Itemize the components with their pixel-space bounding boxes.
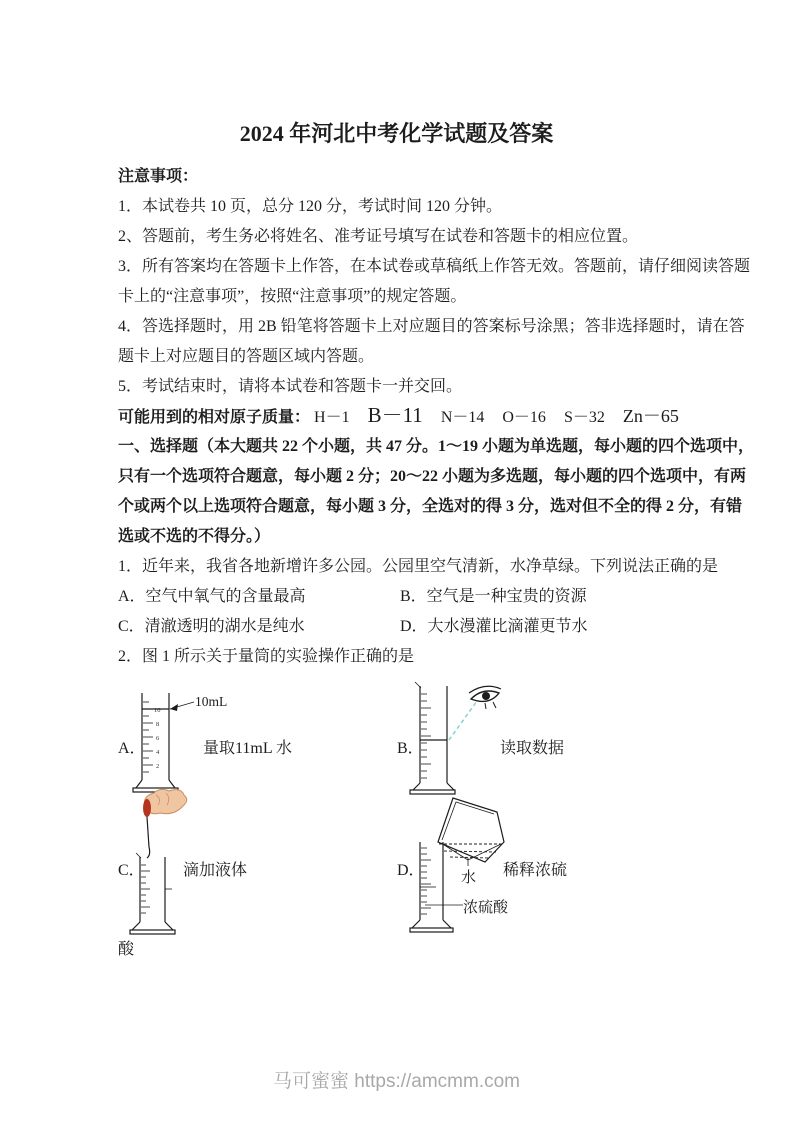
page-title: 2024 年河北中考化学试题及答案 xyxy=(239,121,554,146)
notice-line-3b: 卡上的“注意事项”，按照“注意事项”的规定答题。 xyxy=(118,288,467,305)
q2-caption-d-overflow: 酸 xyxy=(118,941,135,958)
water-label: 水 xyxy=(461,870,477,886)
footer-watermark: 马可蜜蜜 https://amcmm.com xyxy=(272,1071,521,1092)
q1-option-c: C．清澈透明的湖水是纯水 xyxy=(118,618,305,635)
sight-line xyxy=(449,701,477,740)
atomic-masses-line xyxy=(118,405,697,428)
q2-caption-a: 量取11mL 水 xyxy=(203,740,293,757)
q1-option-b: B．空气是一种宝贵的资源 xyxy=(400,588,587,605)
q2-caption-b: 读取数据 xyxy=(500,740,565,757)
q2-caption-d: 稀释浓硫 xyxy=(503,862,568,879)
scale-4: 4 xyxy=(156,749,160,756)
notice-line-2: 2、答题前，考生务必将姓名、准考证号填写在试卷和答题卡的相应位置。 xyxy=(118,228,639,245)
notice-line-5: 5．考试结束时，请将本试卷和答题卡一并交回。 xyxy=(118,378,463,395)
q1-stem: 1．近年来，我省各地新增许多公园。公园里空气清新，水净草绿。下列说法正确的是 xyxy=(118,558,719,575)
notice-line-1: 1．本试卷共 10 页，总分 120 分，考试时间 120 分钟。 xyxy=(118,198,503,215)
section-header-line-3: 个或两个以上选项符合题意，每小题 3 分，全选对的得 3 分，选对但不全的得 2 分，有错 xyxy=(118,498,743,515)
section-header-line-2: 只有一个选项符合题意，每小题 2 分；20～22 小题为多选题，每小题的四个选项中，有两 xyxy=(118,468,747,485)
dropper-tip xyxy=(147,847,150,858)
section-header-line-1: 一、选择题（本大题共 22 个小题，共 47 分。1～19 小题为单选题，每小题的四个选项中， xyxy=(118,438,755,455)
atomic-mass-n: N－14 xyxy=(440,409,485,426)
notice-line-3a: 3．所有答案均在答题卡上作答，在本试卷或草稿纸上作答无效。答题前，请仔细阅读答题 xyxy=(118,258,751,275)
q2-option-label-c: C． xyxy=(118,862,145,879)
q2-option-label-d: D． xyxy=(397,862,425,879)
atomic-mass-b: B－11 xyxy=(367,403,423,427)
atomic-mass-h: H－1 xyxy=(314,409,350,426)
cylinder-a-scale-numbers xyxy=(154,707,161,770)
q1-option-d: D．大水漫灌比滴灌更节水 xyxy=(400,618,588,635)
acid-label: 浓硫酸 xyxy=(463,900,509,916)
hand-dropper-icon xyxy=(143,789,187,858)
pointer-arrowhead xyxy=(170,704,178,711)
q2-option-label-b: B． xyxy=(397,740,424,757)
section-header-line-4: 选或不选的不得分。） xyxy=(118,528,271,545)
dropper-bulb xyxy=(143,799,151,817)
notice-line-4b: 题卡上对应题目的答题区域内答题。 xyxy=(118,348,375,365)
notice-heading: 注意事项： xyxy=(118,168,199,185)
atomic-masses-label: 可能用到的相对原子质量： xyxy=(118,409,311,426)
q2-stem: 2．图 1 所示关于量筒的实验操作正确的是 xyxy=(118,648,415,665)
atomic-masses-values xyxy=(314,403,697,427)
q1-option-a: A．空气中氧气的含量最高 xyxy=(118,588,306,605)
atomic-mass-o: O－16 xyxy=(502,409,546,426)
scale-2: 2 xyxy=(156,763,160,770)
beaker-icon xyxy=(438,798,504,866)
q2-caption-c: 滴加液体 xyxy=(183,862,248,879)
notice-line-4a: 4．答选择题时，用 2B 铅笔将答题卡上对应题目的答案标号涂黑；答非选择题时，请在答 xyxy=(118,318,745,335)
atomic-mass-s: S－32 xyxy=(563,409,605,426)
scale-8: 8 xyxy=(156,721,160,728)
cylinder-a-pointer-label: 10mL xyxy=(195,694,228,709)
scale-10: 10 xyxy=(154,707,161,714)
atomic-mass-zn: Zn－65 xyxy=(622,406,679,426)
scale-6: 6 xyxy=(156,735,160,742)
q2-option-label-a: A． xyxy=(118,740,146,757)
